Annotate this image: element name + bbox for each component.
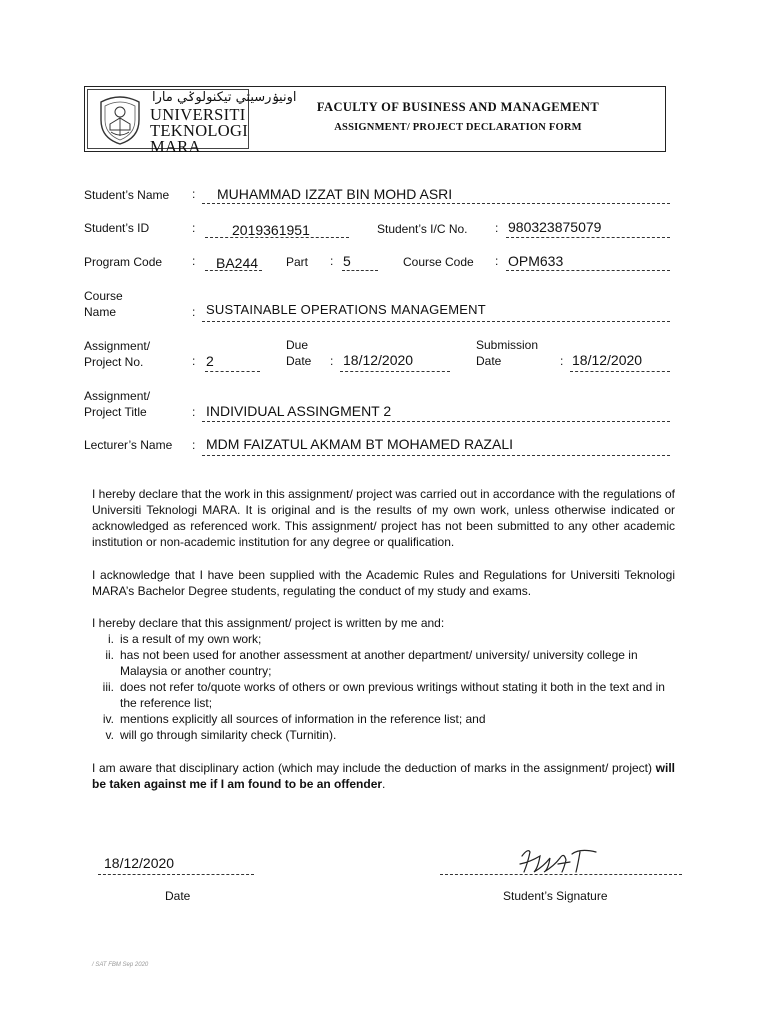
student-id-line [205, 237, 349, 238]
assignment-no-value[interactable]: 2 [206, 353, 214, 369]
declaration-list-item [92, 679, 675, 711]
declaration-list [92, 631, 675, 743]
part-line [342, 270, 378, 271]
list-item-number: iii. [102, 680, 114, 694]
lecturer-name-line [202, 455, 670, 456]
declaration-paragraph-2: I acknowledge that I have been supplied with the Academic Rules and Regulations for Universiti Teknologi MARA’s Bachelor Degree students, regulating the conduct of my study and exams. [92, 568, 675, 598]
ic-value[interactable]: 980323875079 [508, 219, 602, 235]
student-id-label: Student’s ID [84, 221, 150, 235]
declaration-paragraph-4 [92, 760, 675, 792]
university-name [150, 107, 248, 155]
uitm-crest-logo [93, 92, 147, 146]
program-code-colon: : [192, 254, 196, 268]
course-name-label [84, 288, 123, 320]
project-title-label-line1: Assignment/ [84, 389, 151, 403]
course-name-label-line1: Course [84, 289, 123, 303]
list-item-number: ii. [105, 648, 114, 662]
university-name-line3: MARA [150, 137, 201, 156]
form-title: ASSIGNMENT/ PROJECT DECLARATION FORM [334, 122, 582, 133]
due-date-colon: : [330, 354, 334, 368]
course-name-colon: : [192, 305, 196, 319]
submission-date-colon: : [560, 354, 564, 368]
assignment-no-label [84, 338, 150, 370]
student-name-line [202, 203, 670, 204]
student-name-value[interactable]: MUHAMMAD IZZAT BIN MOHD ASRI [217, 186, 453, 202]
university-jawi-script: اونيۏرسيتي تيکنولوݢي مارا [152, 90, 297, 105]
due-date-label-line2: Date [286, 354, 312, 368]
ic-label: Student’s I/C No. [377, 222, 468, 236]
declaration-paragraph-1: I hereby declare that the work in this assignment/ project was carried out in accordance with the regulations of Universiti Teknologi MARA. It is original and is the results of my own work, unless otherwise indicated or acknowledged as referenced work. This assignment/ project has not been submitted to any other academic institution or non-academic institution for any degree or qualification. [92, 487, 675, 549]
course-name-value[interactable]: SUSTAINABLE OPERATIONS MANAGEMENT [206, 302, 486, 317]
list-item-text: is a result of my own work; [120, 632, 262, 646]
declaration-list-item [92, 711, 675, 727]
project-title-colon: : [192, 405, 196, 419]
course-code-value[interactable]: OPM633 [508, 253, 564, 269]
part-colon: : [330, 254, 334, 268]
signature-label: Student’s Signature [503, 889, 608, 903]
student-name-label: Student’s Name [84, 188, 170, 202]
university-name-line1: UNIVERSITI [150, 105, 246, 124]
program-code-line [205, 270, 262, 271]
list-item-text: does not refer to/quote works of others or own previous writings without stating it both in the text and in the reference list; [120, 680, 665, 710]
project-title-label [84, 388, 150, 420]
signature-line [440, 874, 682, 875]
list-item-number: iv. [102, 712, 114, 726]
disciplinary-end: . [382, 777, 386, 791]
program-code-value[interactable]: BA244 [216, 255, 259, 271]
due-date-value[interactable]: 18/12/2020 [343, 352, 414, 368]
lecturer-name-label: Lecturer’s Name [84, 438, 173, 452]
course-code-colon: : [495, 254, 499, 268]
footer-note: / SAT FBM Sep 2020 [92, 962, 149, 968]
project-title-label-line2: Project Title [84, 405, 147, 419]
faculty-title: FACULTY OF BUSINESS AND MANAGEMENT [316, 100, 600, 114]
student-id-value[interactable]: 2019361951 [232, 222, 310, 238]
part-value[interactable]: 5 [343, 253, 351, 269]
declaration-list-item [92, 631, 675, 647]
list-item-text: has not been used for another assessment at another department/ university/ university college in Malaysia or another country; [120, 648, 638, 678]
disciplinary-text: I am aware that disciplinary action (which may include the deduction of marks in the assignment/ project) [92, 761, 656, 775]
course-code-label: Course Code [403, 255, 474, 269]
list-item-text: mentions explicitly all sources of information in the reference list; and [120, 712, 486, 726]
declaration-list-item [92, 647, 675, 679]
submission-date-label [476, 337, 538, 369]
signoff-date-label: Date [165, 889, 191, 903]
assignment-no-colon: : [192, 354, 196, 368]
due-date-label-line1: Due [286, 338, 309, 352]
due-date-label [286, 337, 311, 369]
assignment-no-line [205, 371, 260, 372]
course-code-line [506, 270, 670, 271]
disciplinary-bold-text: will be taken against me if I am found to be an offender [92, 761, 675, 791]
submission-date-line [570, 371, 670, 372]
student-id-colon: : [192, 221, 196, 235]
project-title-value[interactable]: INDIVIDUAL ASSINGMENT 2 [206, 403, 392, 419]
student-name-colon: : [192, 187, 196, 201]
ic-line [506, 237, 670, 238]
submission-date-label-line1: Submission [476, 338, 539, 352]
assignment-no-label-line1: Assignment/ [84, 339, 151, 353]
due-date-line [340, 371, 450, 372]
list-item-number: i. [108, 632, 114, 646]
student-signature [510, 842, 610, 878]
lecturer-name-value[interactable]: MDM FAIZATUL AKMAM BT MOHAMED RAZALI [206, 436, 513, 452]
part-label: Part [286, 255, 309, 269]
submission-date-value[interactable]: 18/12/2020 [572, 352, 643, 368]
list-item-number: v. [105, 728, 114, 742]
project-title-line [202, 421, 670, 422]
signoff-date-line [98, 874, 254, 875]
program-code-label: Program Code [84, 255, 163, 269]
declaration-paragraph-3: I hereby declare that this assignment/ project is written by me and: [92, 616, 445, 630]
submission-date-label-line2: Date [476, 354, 502, 368]
course-name-label-line2: Name [84, 305, 117, 319]
lecturer-name-colon: : [192, 438, 196, 452]
assignment-no-label-line2: Project No. [84, 355, 144, 369]
declaration-list-item [92, 727, 675, 743]
course-name-line [202, 321, 670, 322]
ic-colon: : [495, 221, 499, 235]
signoff-date-value[interactable]: 18/12/2020 [104, 855, 175, 871]
university-name-line2: TEKNOLOGI [150, 121, 249, 140]
list-item-text: will go through similarity check (Turnitin). [120, 728, 337, 742]
